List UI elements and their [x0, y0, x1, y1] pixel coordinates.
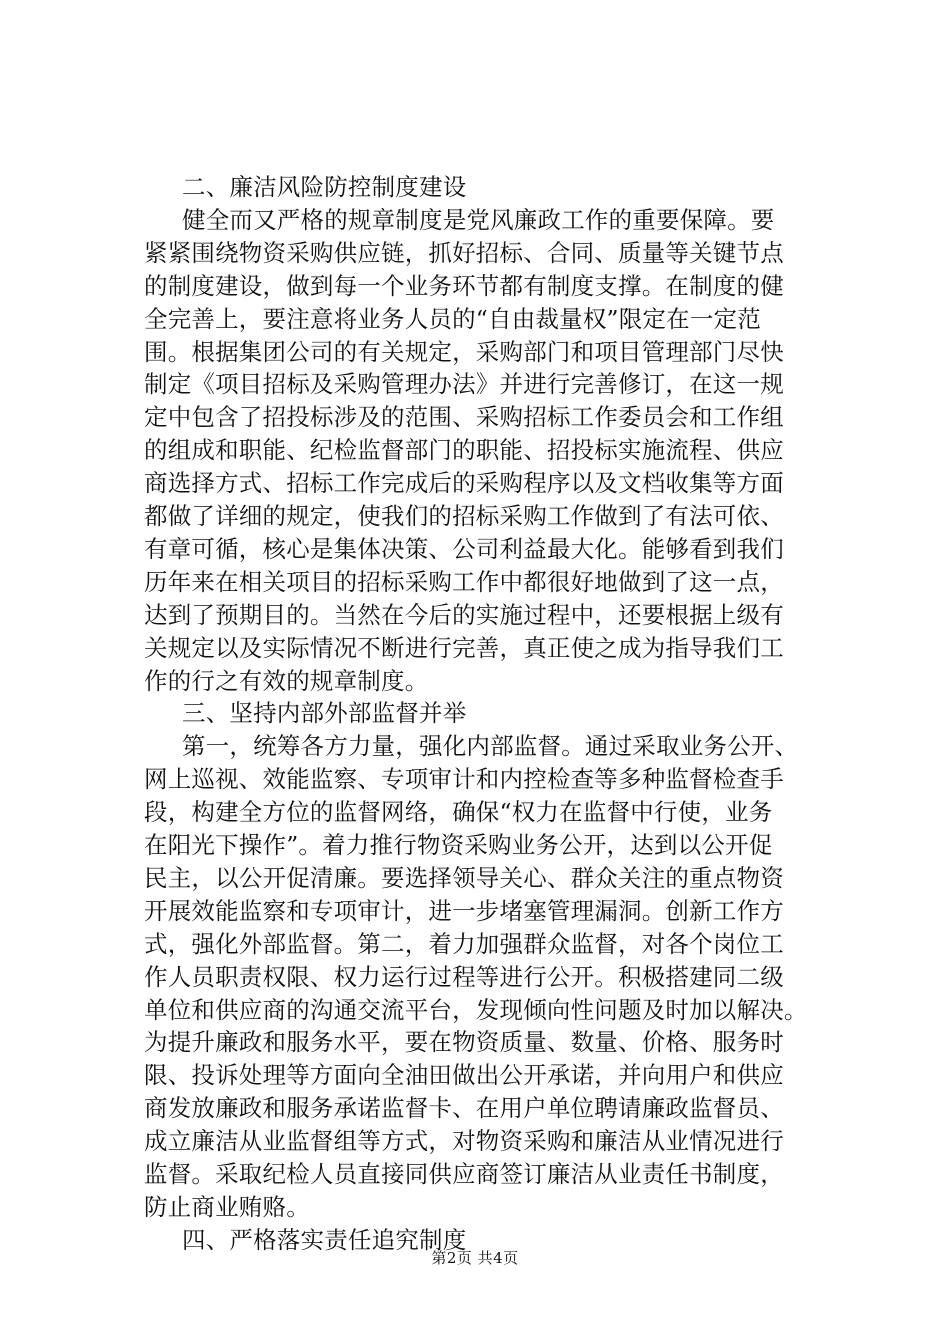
paragraph-line: 在阳光下操作”。着力推行物资采购业务公开，达到以公开促	[144, 831, 773, 859]
paragraph-line: 有章可循，核心是集体决策、公司利益最大化。能够看到我们	[144, 534, 784, 563]
paragraph-line: 紧紧围绕物资采购供应链，抓好招标、合同、质量等关键节点	[144, 238, 784, 267]
paragraph-line: 开展效能监察和专项审计，进一步堵塞管理漏洞。创新工作方	[144, 896, 784, 925]
paragraph-line: 防止商业贿赂。	[144, 1192, 310, 1221]
section-heading: 三、坚持内部外部监督并举	[182, 699, 467, 728]
paragraph-line: 历年来在相关项目的招标采购工作中都很好地做到了这一点，	[144, 567, 784, 596]
paragraph-line: 第一，统筹各方力量，强化内部监督。通过采取业务公开、	[182, 732, 799, 761]
paragraph-line: 健全而又严格的规章制度是党风廉政工作的重要保障。要	[182, 205, 775, 234]
paragraph-line: 商发放廉政和服务承诺监督卡、在用户单位聘请廉政监督员、	[144, 1094, 784, 1123]
paragraph-line: 式，强化外部监督。第二，着力加强群众监督，对各个岗位工	[144, 929, 784, 958]
paragraph-line: 关规定以及实际情况不断进行完善，真正使之成为指导我们工	[144, 633, 784, 662]
paragraph-line: 定中包含了招投标涉及的范围、采购招标工作委员会和工作组	[144, 403, 784, 432]
paragraph-line: 的制度建设，做到每一个业务环节都有制度支撑。在制度的健	[144, 271, 784, 300]
paragraph-line: 作的行之有效的规章制度。	[144, 666, 429, 695]
paragraph-line: 单位和供应商的沟通交流平台，发现倾向性问题及时加以解决。	[144, 995, 808, 1024]
paragraph-line: 限、投诉处理等方面向全油田做出公开承诺，并向用户和供应	[144, 1061, 784, 1090]
paragraph-line: 都做了详细的规定，使我们的招标采购工作做到了有法可依、	[144, 502, 784, 530]
paragraph-line: 为提升廉政和服务水平，要在物资质量、数量、价格、服务时	[144, 1028, 784, 1057]
paragraph-line: 商选择方式、招标工作完成后的采购程序以及文档收集等方面	[144, 469, 784, 498]
paragraph-line: 全完善上，要注意将业务人员的“自由裁量权”限定在一定范	[144, 304, 761, 333]
page-footer: 第2页 共4页	[431, 1249, 519, 1267]
paragraph-line: 监督。采取纪检人员直接同供应商签订廉洁从业责任书制度，	[144, 1160, 784, 1188]
paragraph-line: 制定《项目招标及采购管理办法》并进行完善修订，在这一规	[144, 370, 784, 399]
paragraph-line: 围。根据集团公司的有关规定，采购部门和项目管理部门尽快	[144, 337, 784, 366]
paragraph-line: 民主，以公开促清廉。要选择领导关心、群众关注的重点物资	[144, 863, 784, 892]
section-heading: 二、廉洁风险防控制度建设	[182, 173, 467, 201]
paragraph-line: 达到了预期目的。当然在今后的实施过程中，还要根据上级有	[144, 600, 784, 629]
paragraph-line: 作人员职责权限、权力运行过程等进行公开。积极搭建同二级	[144, 962, 784, 991]
section-heading: 四、严格落实责任追究制度	[182, 1225, 467, 1254]
paragraph-line: 网上巡视、效能监察、专项审计和内控检查等多种监督检查手	[144, 765, 784, 794]
paragraph-line: 成立廉洁从业监督组等方式，对物资采购和廉洁从业情况进行	[144, 1127, 784, 1156]
paragraph-line: 段，构建全方位的监督网络，确保“权力在监督中行使，业务	[144, 798, 773, 827]
paragraph-line: 的组成和职能、纪检监督部门的职能、招投标实施流程、供应	[144, 436, 784, 465]
